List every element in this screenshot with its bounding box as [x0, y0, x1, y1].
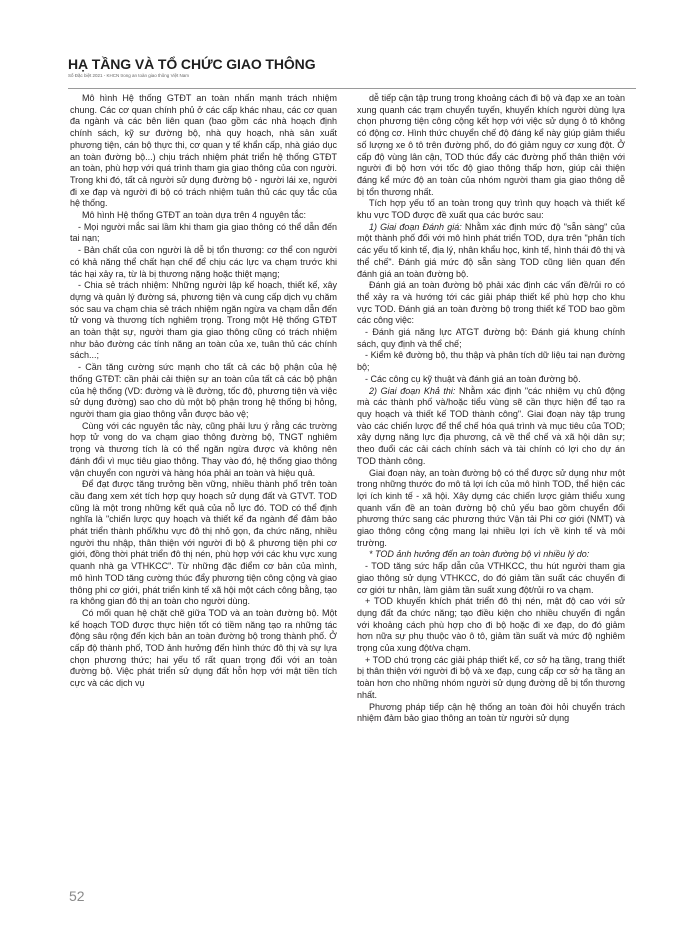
paragraph: dễ tiếp cận tập trung trong khoảng cách đi bộ và đạp xe an toàn xung quanh các trạm chuyển tuyến, khuyến khích người dùng lựa chọn phương tiện công cộng kết hợp với việc sử dụng ô tô không có động cơ. Hình thức chuyển chế độ đáng kể này giúp giảm thiểu số lượng xe ô tô trên đường phố, do đó giảm nguy cơ xung đột. Ở cấp độ vùng lân cận, TOD thúc đẩy các đường phố thân thiện với người đi bộ hơn với tốc độ giao thông thấp hơn, giúp cải thiện đáng kể mức độ an toàn của nhóm người tham gia giao thông dễ bị tổn thương nhất.: [357, 93, 625, 197]
section-title: HẠ TẦNG VÀ TỔ CHỨC GIAO THÔNG: [68, 56, 316, 72]
paragraph: Mô hình Hệ thống GTĐT an toàn nhấn mạnh trách nhiệm chung. Các cơ quan chính phủ ở các cấp khác nhau, các cơ quan đa ngành và các bên liên quan (bao gồm các nhà hoạch định chính sách, kỹ sư đường bộ, nhà quy hoạch, nhà sản xuất phương tiện, cán bộ thực thi, cơ quan y tế khẩn cấp, nhà giáo dục an toàn đường bộ...) chịu trách nhiệm phát triển hệ thống GTĐT an toàn, phù hợp với quá trình tham gia giao thông của con người. Trong khi đó, tất cả người sử dụng đường bộ - người lái xe, người đi xe đạp và người đi bộ có trách nhiệm tuân thủ các quy tắc của hệ thống.: [70, 93, 337, 209]
stage-text: Nhằm xác định "các nhiệm vụ chủ động mà các thành phố và/hoặc tiểu vùng sẽ cần thực hiện để tạo ra quy hoạch và thiết kế TOD thành công". Giai đoạn này tập trung vào các chiến lược để thể chế hóa quá trình và mục tiêu của TOD; xây dựng năng lực địa phương, cả về thể chế và xã hội dân sự; theo đuổi các cải cách chính sách và tài chính có lợi cho dự án TOD thành công.: [357, 385, 625, 466]
page-number: 52: [69, 888, 85, 904]
list-item: - Cần tăng cường sức mạnh cho tất cả các bộ phận của hệ thống GTĐT: cần phải cải thiện sự an toàn của tất cả các bộ phận của hệ thống (VD: đường và lề đường, tốc độ, phương tiện và việc sử dụng đường) sao cho dù một bộ phận trong hệ thống bị hỏng, người tham gia giao thông vẫn được bảo vệ;: [70, 362, 337, 419]
italic-heading: * TOD ảnh hưởng đến an toàn đường bộ vì nhiều lý do:: [369, 549, 590, 560]
paragraph: Cùng với các nguyên tắc này, cũng phải lưu ý rằng các trường hợp tử vong do va chạm giao thông đường bộ, TNGT nghiêm trọng và thương tích là có thể ngăn ngừa được và không nên đánh đổi vì mục tiêu giao thông. Thay vào đó, hệ thống giao thông vận chuyển con người và hàng hóa phải an toàn và hiệu quả.: [70, 420, 337, 478]
list-item: + TOD khuyến khích phát triển đô thị nén, mật độ cao với sử dụng đất đa chức năng; tạo điều kiện cho nhiều chuyến đi ngắn với khoảng cách phù hợp cho đi bộ hoặc đi xe đạp, do đó giảm hơn nữa sự phụ thuộc vào ô tô, giảm tần suất và mức độ nghiêm trọng của xung đột/va chạm.: [357, 596, 625, 654]
list-item: - Các công cụ kỹ thuật và đánh giá an toàn đường bộ.: [365, 373, 581, 384]
paragraph: Để đạt được tăng trưởng bền vững, nhiều thành phố trên toàn cầu đang xem xét tích hợp quy hoạch sử dụng đất và GTVT. TOD cũng là một trong những kết quả của nỗ lực đó. TOD có thể định nghĩa là "chiến lược quy hoạch và thiết kế đa ngành để đảm bảo phát triển thành phố/khu vực đô thị nhỏ gọn, đa chức năng, nhiều người thu nhập, thân thiện với người đi bộ & phương tiện phi cơ giới, đồng thời phát triển đô thị nén, phù hợp với các khu vực xung quanh nhà ga VTHKCC". Từ những đặc điểm cơ bản của mình, mô hình TOD tăng cường thúc đẩy phương tiện công cộng và giao thông phi cơ giới, phát triển kinh tế xã hội một cách công bằng, tạo ra không gian đô thị an toàn cho người dùng.: [70, 479, 337, 607]
paragraph: Đánh giá an toàn đường bộ phải xác định các vấn đề/rủi ro có thể xảy ra và hướng tới các giải pháp thiết kế phù hợp cho khu vực TOD. Đánh giá an toàn đường bộ trong thiết kế TOD bao gồm các công việc:: [357, 280, 625, 326]
list-item: - Mọi người mắc sai lầm khi tham gia giao thông có thể dẫn đến tai nạn;: [70, 221, 337, 244]
page-header: [68, 56, 640, 79]
left-column: [70, 93, 337, 690]
paragraph: Tích hợp yếu tố an toàn trong quy trình quy hoạch và thiết kế khu vực TOD được đề xuất qua các bước sau:: [357, 198, 625, 221]
list-item: - TOD tăng sức hấp dẫn của VTHKCC, thu hút người tham gia giao thông sử dụng VTHKCC, do đó giảm tần suất các chuyến đi cơ giới tư nhân, làm giảm tần suất xung đột/rủi ro va chạm.: [357, 561, 625, 595]
paragraph: Phương pháp tiếp cận hệ thống an toàn đòi hỏi chuyển trách nhiệm đảm bảo giao thông an toàn từ người sử dụng: [357, 701, 625, 724]
list-item: - Bản chất của con người là dễ bị tổn thương: cơ thể con người có khả năng thể chất hạn chế để chịu các lực va chạm trước khi tác hại xảy ra, từ là bị thương nặng hoặc thiệt mạng;: [70, 245, 337, 279]
stage-heading: 2) Giai đoạn Khả thi:: [369, 385, 456, 396]
stage-heading: 1) Giai đoạn Đánh giá:: [369, 221, 462, 232]
list-item: - Chia sẻ trách nhiệm: Những người lập kế hoạch, thiết kế, xây dựng và quản lý đường sá, phương tiện và cung cấp dịch vụ chăm sóc sau va chạm chia sẻ trách nhiệm ngăn ngừa va chạm dẫn đến tử vong và thương tích nghiêm trọng. Trong một Hệ thống GTĐT an toàn thật sự, người tham gia giao thông cũng có trách nhiệm như bảo đường các tính năng an toàn của xe, tuân thủ các chính sách...;: [70, 280, 337, 361]
list-item: - Đánh giá năng lực ATGT đường bộ: Đánh giá khung chính sách, quy định và thể chế;: [357, 327, 625, 349]
right-column: [357, 93, 625, 725]
paragraph: [357, 222, 625, 281]
paragraph: Có mối quan hệ chặt chẽ giữa TOD và an toàn đường bộ. Một kế hoạch TOD được thực hiện tốt có tiềm năng tạo ra những tác động sâu rộng đến kịch bản an toàn đường bộ trong thành phố. Ở cấp độ thành phố, TOD ảnh hưởng đến hình thức đô thị và sự lựa chọn phương thức; hai yếu tố rất quan trọng đối với an toàn đường bộ. Việc phát triển sử dụng đất hỗn hợp với mật tiền tích cực và các dịch vụ: [70, 607, 337, 689]
list-item: + TOD chú trọng các giải pháp thiết kế, cơ sở hạ tầng, trang thiết bị thân thiện với người đi bộ và xe đạp, cung cấp cơ sở hạ tầng an toàn hơn cho những nhóm người sử dụng đường dễ bị tổn thương nhất.: [357, 654, 625, 700]
paragraph: [357, 386, 625, 468]
paragraph: Mô hình Hệ thống GTĐT an toàn dựa trên 4 nguyên tắc:: [82, 210, 306, 221]
section-subtitle: Số Đặc biệt 2021 - KHCN trong an toàn giao thông Việt Nam: [68, 73, 189, 78]
stage-text: Nhằm xác định mức độ "sẵn sàng" của một thành phố đối với mô hình phát triển TOD, dựa trên "phân tích các yếu tố kinh tế, địa lý, nhân khẩu học, kinh tế, hình thái đô thị và thể chế". Đánh giá mức độ sẵn sàng TOD cũng liên quan đến đánh giá an toàn đường bộ.: [357, 221, 625, 279]
paragraph: Giai đoạn này, an toàn đường bộ có thể được sử dụng như một trong những thước đo mô tả lợi ích của mô hình TOD, thể hiện các lợi ích kinh tế - xã hội. Xây dựng các chiến lược giảm thiểu xung quanh vấn đề an toàn đường bộ chủ yếu bao gồm chuyển đổi phương thức sang các phương thức Vận tải Phi cơ giới (NMT) và giao thông công cộng mang lại nhiều lợi ích về kinh tế và môi trường.: [357, 467, 625, 548]
list-item: - Kiểm kê đường bộ, thu thập và phân tích dữ liệu tai nạn đường bộ;: [357, 350, 625, 373]
header-divider: [68, 88, 636, 89]
